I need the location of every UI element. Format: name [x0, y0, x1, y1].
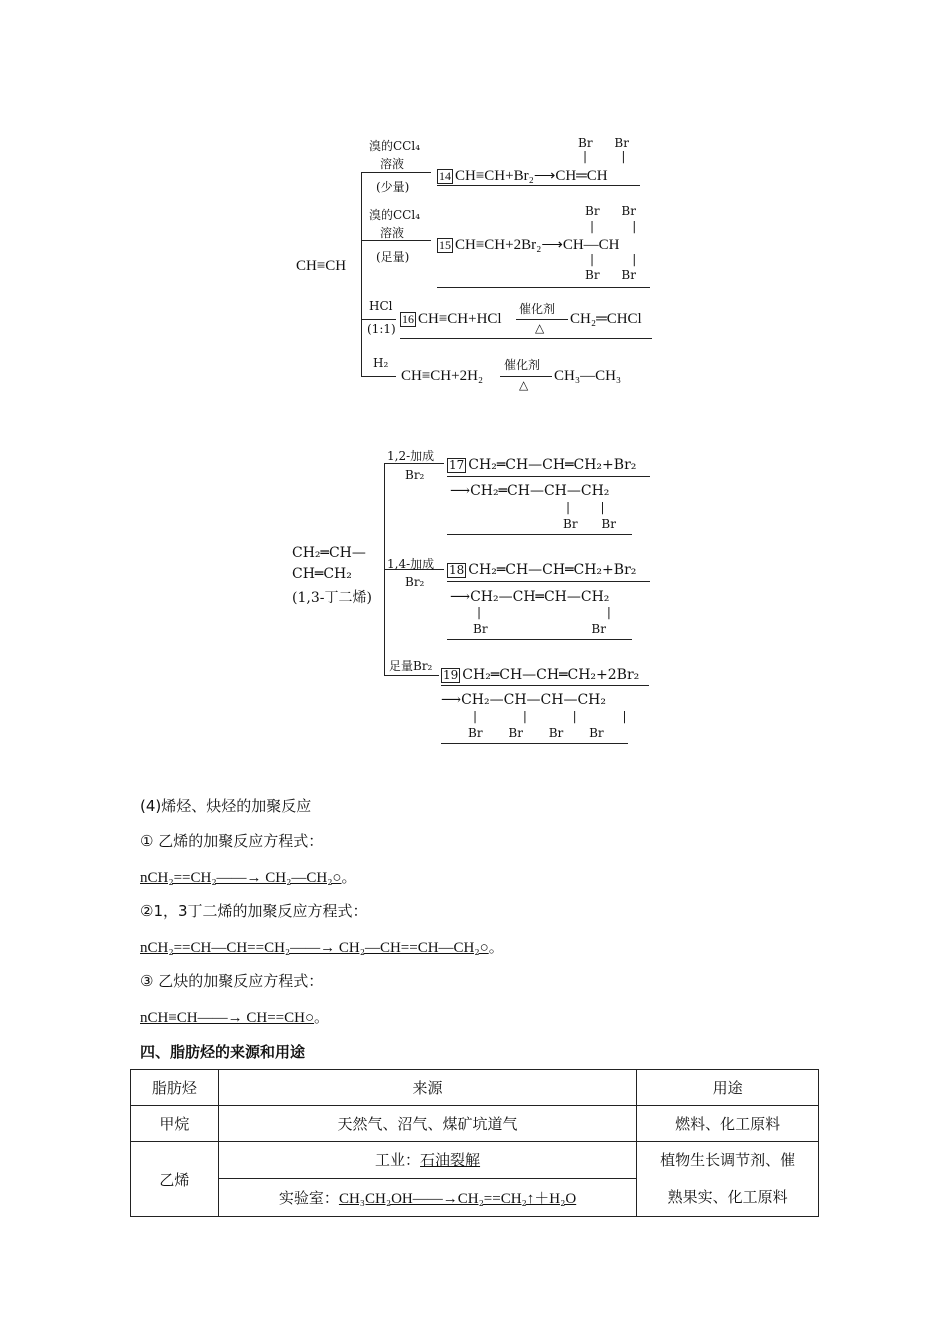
branch-trunk — [361, 172, 362, 377]
ethylene-name: 乙烯 — [131, 1142, 219, 1217]
br-substituents: Br Br — [585, 268, 636, 282]
ethylene-use: 植物生长调节剂、催 熟果实、化工原料 — [637, 1142, 819, 1217]
condition: Br₂ — [405, 468, 425, 482]
item-2-equation: nCH₂==CH—CH==CH₂——→ CH₂—CH==CH—CH₂○。 — [140, 940, 504, 956]
reaction-h2: CH≡CH+2H₂ — [401, 368, 484, 384]
header-use: 用途 — [637, 1070, 819, 1106]
product: ⟶CH₂—CH—CH—CH₂ — [441, 692, 606, 708]
condition: 溴的CCl₄ — [369, 208, 421, 222]
condition: (少量) — [376, 180, 410, 194]
condition: 1,2-加成 — [387, 449, 435, 463]
header-source: 来源 — [218, 1070, 636, 1106]
ethylene-source-lab: 实验室：CH₃CH₂OH——→CH₂==CH₂↑＋H₂O — [218, 1178, 636, 1216]
item-3-equation: nCH≡CH——→ CH==CH○。 — [140, 1010, 330, 1026]
condition: 溶液 — [380, 226, 405, 240]
item-1-label: ① 乙烯的加聚反应方程式： — [140, 832, 324, 850]
condition: 溴的CCl₄ — [369, 139, 421, 153]
condition: 溶液 — [380, 157, 405, 171]
reaction-15: 15 CH≡CH+2Br₂⟶CH—CH — [439, 237, 620, 253]
methane-name: 甲烷 — [131, 1106, 219, 1142]
product: CH₂═CHCl — [570, 311, 642, 327]
reaction-18: 18 CH₂═CH—CH═CH₂+Br₂ — [449, 562, 637, 578]
reaction-16: 16 CH≡CH+HCl — [402, 311, 502, 327]
reaction-14: 14 CH≡CH+Br₂⟶CH═CH — [439, 168, 608, 184]
methane-source: 天然气、沼气、煤矿坑道气 — [218, 1106, 636, 1142]
br-substituents: Br Br — [563, 517, 616, 531]
heat-label: △ — [519, 378, 529, 392]
condition: (1:1) — [367, 322, 396, 336]
ethylene-source-industry: 工业：石油裂解 — [218, 1142, 636, 1179]
reaction-17: 17 CH₂═CH—CH═CH₂+Br₂ — [449, 457, 637, 473]
condition: HCl — [369, 299, 393, 313]
section-heading: 四、脂肪烃的来源和用途 — [140, 1043, 306, 1061]
section-title: (4)烯烃、炔烃的加聚反应 — [140, 797, 312, 815]
item-3-label: ③ 乙炔的加聚反应方程式： — [140, 972, 324, 990]
item-2-label: ②1，3丁二烯的加聚反应方程式： — [140, 902, 368, 920]
reaction-19: 19 CH₂═CH—CH═CH₂+2Br₂ — [443, 667, 640, 683]
br-substituents: Br Br — [585, 204, 636, 218]
br-substituents: Br Br — [578, 136, 629, 150]
methane-use: 燃料、化工原料 — [637, 1106, 819, 1142]
br-substituents: Br Br Br Br — [468, 726, 604, 740]
reactant: CH₂═CH— — [292, 545, 366, 561]
reactant: CH═CH₂ — [292, 566, 352, 582]
condition: Br₂ — [405, 575, 425, 589]
product: CH₃—CH₃ — [554, 368, 622, 384]
condition: 1,4-加成 — [387, 557, 435, 571]
catalyst-label: 催化剂 — [504, 358, 541, 372]
condition: 足量Br₂ — [389, 659, 433, 673]
condition: (足量) — [376, 250, 410, 264]
source-use-table — [130, 1069, 819, 1217]
product: ⟶CH₂—CH═CH—CH₂ — [450, 589, 610, 605]
header-hydrocarbon: 脂肪烃 — [131, 1070, 219, 1106]
item-1-equation: nCH₂==CH₂——→ CH₂—CH₂○。 — [140, 870, 357, 886]
heat-label: △ — [535, 321, 545, 335]
product: ⟶CH₂═CH—CH—CH₂ — [450, 483, 610, 499]
reactant-name: (1,3-丁二烯) — [292, 590, 372, 606]
br-substituents: Br Br — [473, 622, 606, 636]
condition: H₂ — [373, 356, 389, 370]
reactant: CH≡CH — [296, 258, 347, 274]
catalyst-label: 催化剂 — [519, 302, 556, 316]
